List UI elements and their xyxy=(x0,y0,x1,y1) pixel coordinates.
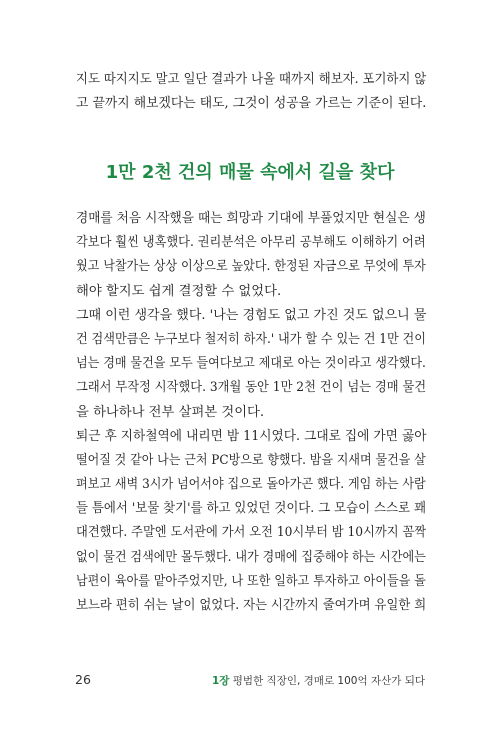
text-line: 고 끝까지 해보겠다는 태도, 그것이 성공을 가르는 기준이 된다. xyxy=(76,96,427,112)
text-line: 웠고 낙찰가는 상상 이상으로 높았다. 한정된 자금으로 무엇에 투자 xyxy=(76,259,426,275)
text-line: 없이 물건 검색에만 몰두했다. 내가 경매에 집중해야 하는 시간에는 xyxy=(76,549,426,565)
text-line: 넘는 경매 물건을 모두 들여다보고 제대로 아는 것이라고 생각했다. xyxy=(76,356,426,372)
text-line: 경매를 처음 시작했을 때는 희망과 기대에 부풀었지만 현실은 생 xyxy=(76,211,426,226)
text-line: 지도 따지지도 말고 일단 결과가 나올 때까지 해보자. 포기하지 않 xyxy=(76,72,427,87)
text-line: 퇴근 후 지하철역에 내리면 밤 11시였다. 그대로 집에 가면 곯아 xyxy=(76,428,427,444)
text-line: 보느라 편히 쉬는 날이 없었다. 자는 시간까지 줄여가며 유일한 희 xyxy=(76,598,427,613)
text-line: 대견했다. 주말엔 도서관에 가서 오전 10시부터 밤 10시까지 꼼짝 xyxy=(76,525,427,541)
running-footer xyxy=(212,673,425,688)
text-line: 을 하나하나 전부 살펴본 것이다. xyxy=(76,404,265,420)
text-line: 그래서 무작정 시작했다. 3개월 동안 1만 2천 건이 넘는 경매 물건 xyxy=(76,380,427,396)
text-line: 그때 이런 생각을 했다. '나는 경험도 없고 가진 것도 없으니 물 xyxy=(76,307,427,323)
section-heading: 1만 2천 건의 매물 속에서 길을 찾다 xyxy=(105,162,395,183)
text-line: 건 검색만큼은 누구보다 철저히 하자.' 내가 할 수 있는 건 1만 건이 xyxy=(76,331,426,347)
chapter-title: 평범한 직장인, 경매로 100억 자산가 되다 xyxy=(232,675,425,687)
text-line: 각보다 훨씬 냉혹했다. 권리분석은 아무리 공부해도 이해하기 어려 xyxy=(76,235,426,251)
text-line: 들 틈에서 '보물 찾기'를 하고 있었던 것이다. 그 모습이 스스로 꽤 xyxy=(76,501,426,517)
section-body xyxy=(76,207,426,618)
page-number: 26 xyxy=(75,672,91,687)
text-line: 해야 할지도 쉽게 결정할 수 없었다. xyxy=(76,283,282,299)
chapter-label: 1장 xyxy=(211,675,230,687)
text-line: 펴보고 새벽 3시가 넘어서야 집으로 돌아가곤 했다. 게임 하는 사람 xyxy=(76,477,426,493)
text-line: 남편이 육아를 맡아주었지만, 나 또한 일하고 투자하고 아이들을 돌 xyxy=(76,573,426,589)
continued-paragraph xyxy=(76,68,426,116)
text-line: 떨어질 것 같아 나는 근처 PC방으로 향했다. 밤을 지새며 물건을 살 xyxy=(76,452,426,468)
